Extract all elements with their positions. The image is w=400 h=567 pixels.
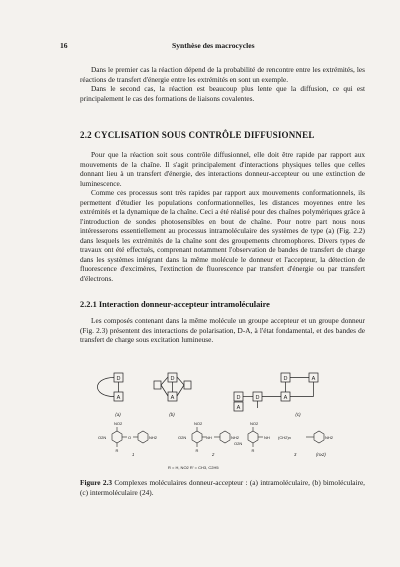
no2-2: NO2: [194, 421, 203, 426]
r-1: R: [115, 448, 119, 453]
diagram-captions: [115, 412, 301, 417]
r-2: R: [195, 448, 199, 453]
r-definitions: R = H, NO2 R' = CH3, C2H5: [168, 465, 219, 470]
figure-label: Figure 2.3: [80, 478, 112, 487]
compound-1: 1: [132, 452, 135, 457]
diagram-c: [234, 373, 318, 411]
label-a-c2: A: [283, 395, 288, 401]
chem-numbers: [132, 452, 326, 457]
running-title: Synthèse des macrocycles: [172, 41, 255, 50]
label-d-b: D: [170, 376, 175, 382]
nh-3: NH: [264, 435, 270, 440]
label-a-c3: A: [236, 405, 241, 411]
o2n-1: O2N: [98, 435, 107, 440]
nh2-1: NH2: [149, 435, 158, 440]
compound-2: 2: [212, 452, 215, 457]
o2n-2: O2N: [178, 435, 187, 440]
label-d-c: D: [283, 376, 288, 382]
figure-caption: [80, 478, 365, 497]
o2n-3: O2N: [234, 441, 243, 446]
subsection-heading: 2.2.1 Interaction donneur-accepteur intramoléculaire: [80, 300, 270, 309]
label-d-c3: D: [236, 395, 241, 401]
chain-3: (CH2)n: [278, 435, 291, 440]
section-text: [80, 150, 365, 283]
figure-2-3: [88, 370, 362, 480]
no2-3: NO2: [250, 421, 259, 426]
r-3: R: [251, 448, 255, 453]
section-paragraph-2: Comme ces processus sont très rapides par rapport aux mouvements conformationnels, ils permettent d'étudier les populations conformationnelles, les distances moyennes entre les extrémités et la dynamique de la chaîne. Ceci a été réalisé pour des chaînes polymériques grâce à l'introduction de sondes photosensibles en bout de chaîne. Pour notre part nous nous intéresserons essentiellement au processus intramoléculaire des systèmes de type (a) (Fig. 2.2) dans lesquels les extrémités de la chaîne sont des groupements chromophores. Divers types de travaux ont été effectués, comprenant notamment l'observation de bandes de transfert de charge dans les systèmes intégrant dans la même molécule le donneur et l'accepteur, la détection de fluorescence d'excimères, l'extinction de fluorescence par transfert d'énergie ou par transfert d'électrons.: [80, 188, 365, 283]
intro-paragraph-1: Dans le premier cas la réaction dépend de la probabilité de rencontre entre les extrémités, les réactions de transfert d'énergie entre les extrémités en sont un exemple.: [80, 65, 365, 84]
tag-c: (c): [295, 412, 301, 417]
n-range: (n≥2): [316, 452, 326, 457]
label-d-c2: D: [255, 395, 260, 401]
intro-text: [80, 65, 365, 103]
subsection-text: [80, 316, 365, 345]
label-a-a: A: [116, 395, 121, 401]
nh-2: NH: [206, 435, 212, 440]
label-d-a: D: [116, 376, 121, 382]
section-heading: 2.2 CYCLISATION SOUS CONTRÔLE DIFFUSIONNEL: [80, 130, 315, 140]
nh2-2: NH2: [231, 435, 240, 440]
intro-paragraph-2: Dans le second cas, la réaction est beaucoup plus lente que la diffusion, ce qui est principalement le cas des formations de liaisons covalentes.: [80, 84, 365, 103]
label-a-b: A: [170, 395, 175, 401]
no2-1: NO2: [114, 421, 123, 426]
page-number: 16: [60, 41, 68, 50]
label-a-c: A: [311, 376, 316, 382]
subsection-paragraph: Les composés contenant dans la même molécule un groupe accepteur et un groupe donneur (Fig. 2.3) présentent des interactions de polarisation, D-A, à l'état fondamental, et des bandes de transfert de charge sous excitation lumineuse.: [80, 316, 365, 344]
tag-b: (b): [169, 412, 175, 417]
nh2-3: NH2: [325, 435, 334, 440]
figure-caption-text: Complexes moléculaires donneur-accepteur : (a) intramoléculaire, (b) bimoléculaire, (c) intermoléculaire (24).: [80, 478, 366, 497]
section-paragraph-1: Pour que la réaction soit sous contrôle diffusionnel, elle doit être rapide par rapport aux mouvements de la chaîne. Il s'agit principalement d'interactions physiques telles que celles donnant lieu à un transfert d'énergie, des interactions donneur-accepteur ou une extinction de luminescence.: [80, 150, 365, 188]
tag-a: (a): [115, 412, 121, 417]
oxy-1: O: [128, 435, 132, 440]
chem-structures: [112, 427, 324, 447]
compound-3: 3: [294, 452, 297, 457]
